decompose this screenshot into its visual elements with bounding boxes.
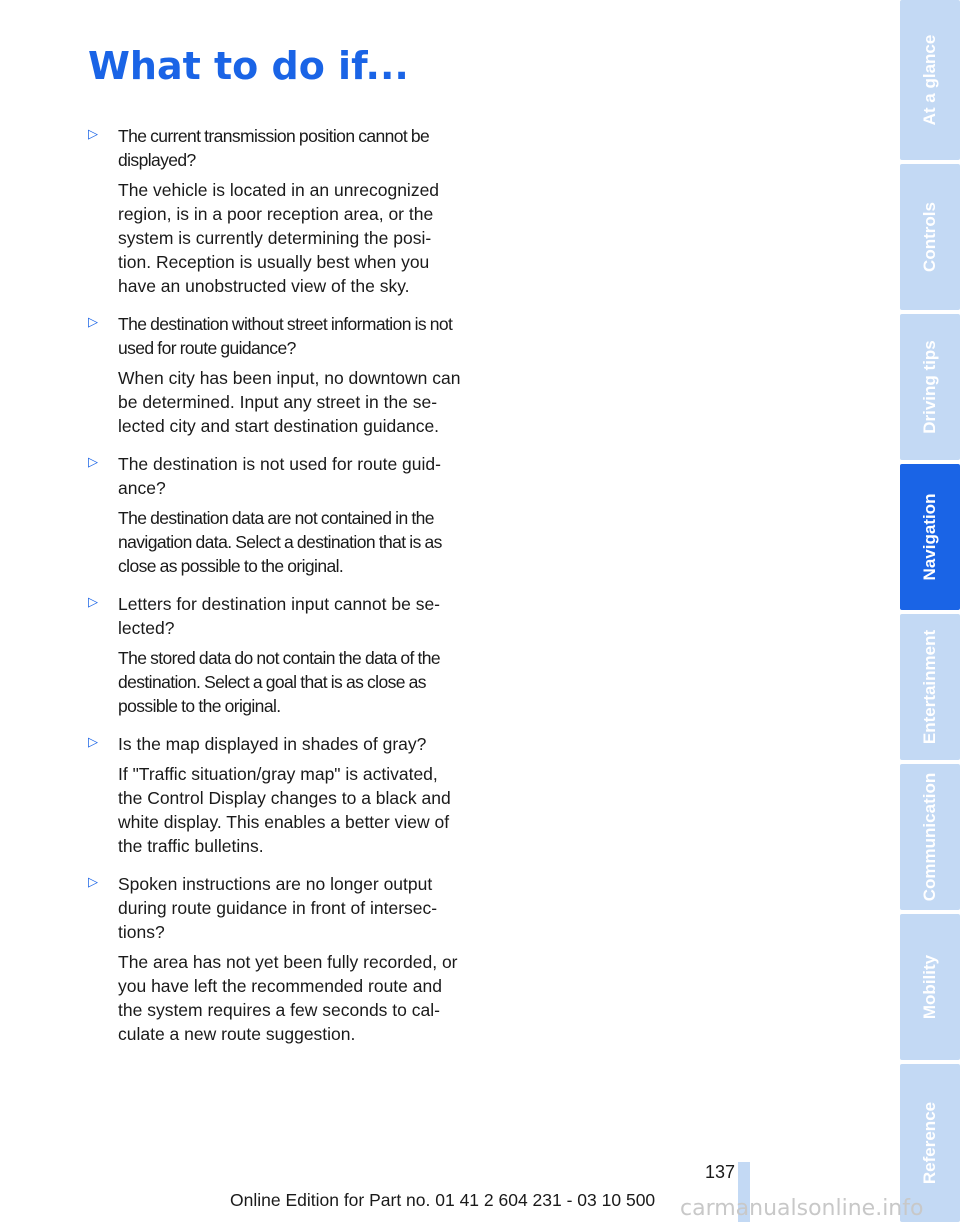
answer-text: The area has not yet been fully recorded, or you have left the recommended route and the system requires a few seconds to cal-culate a new route suggestion.	[118, 952, 458, 1044]
chapter-sidebar	[900, 0, 960, 1222]
tab-communication[interactable]	[900, 764, 960, 910]
tab-label: At a glance	[920, 34, 939, 126]
triangle-bullet-icon: ▷	[88, 315, 98, 330]
triangle-bullet-icon: ▷	[88, 455, 98, 470]
list-item	[88, 124, 464, 298]
question-text: Letters for destination input cannot be se-lected?	[118, 594, 441, 638]
tab-label: Entertainment	[920, 629, 939, 745]
list-item	[88, 732, 464, 858]
tab-label: Communication	[920, 772, 939, 902]
tab-label: Reference	[920, 1101, 939, 1185]
question-text: Is the map displayed in shades of gray?	[118, 734, 427, 754]
question-text: Spoken instructions are no longer output during route guidance in front of intersec-tions?	[118, 874, 438, 942]
question-text: The current transmission position cannot be displayed?	[118, 126, 430, 170]
tab-at-a-glance[interactable]	[900, 0, 960, 160]
tab-entertainment[interactable]	[900, 614, 960, 760]
tab-controls[interactable]	[900, 164, 960, 310]
answer-text: The stored data do not contain the data of the destination. Select a goal that is as close as possible to the original.	[118, 648, 441, 716]
triangle-bullet-icon: ▷	[88, 875, 98, 890]
watermark-text: carmanualsonline.info	[680, 1196, 924, 1221]
question-text: The destination without street information is not used for route guidance?	[118, 314, 453, 358]
page-title: What to do if...	[88, 44, 409, 88]
triangle-bullet-icon: ▷	[88, 735, 98, 750]
faq-list	[88, 124, 464, 1060]
tab-label: Controls	[920, 202, 939, 272]
answer-text: The vehicle is located in an unrecognized region, is in a poor reception area, or the system is currently determining the posi-tion. Reception is usually best when you have an unobstructed view of the sky.	[118, 180, 440, 296]
page-number: 137	[704, 1162, 735, 1182]
answer-text: If "Traffic situation/gray map" is activated, the Control Display changes to a black and white display. This enables a better view of the traffic bulletins.	[118, 764, 451, 856]
footer-edition-text: Online Edition for Part no. 01 41 2 604 231 - 03 10 500	[230, 1190, 656, 1210]
answer-text: When city has been input, no downtown can be determined. Input any street in the se-lected city and start destination guidance.	[118, 368, 461, 436]
answer-text: The destination data are not contained in the navigation data. Select a destination that is as close as possible to the original.	[118, 508, 442, 576]
tab-label: Driving tips	[920, 340, 939, 434]
tab-navigation[interactable]	[900, 464, 960, 610]
triangle-bullet-icon: ▷	[88, 127, 98, 142]
tab-driving-tips[interactable]	[900, 314, 960, 460]
list-item	[88, 312, 464, 438]
tab-mobility[interactable]	[900, 914, 960, 1060]
triangle-bullet-icon: ▷	[88, 595, 98, 610]
tab-label: Navigation	[920, 493, 939, 581]
tab-label: Mobility	[920, 954, 939, 1020]
list-item	[88, 592, 464, 718]
question-text: The destination is not used for route guid-ance?	[118, 454, 441, 498]
list-item	[88, 872, 464, 1046]
list-item	[88, 452, 464, 578]
